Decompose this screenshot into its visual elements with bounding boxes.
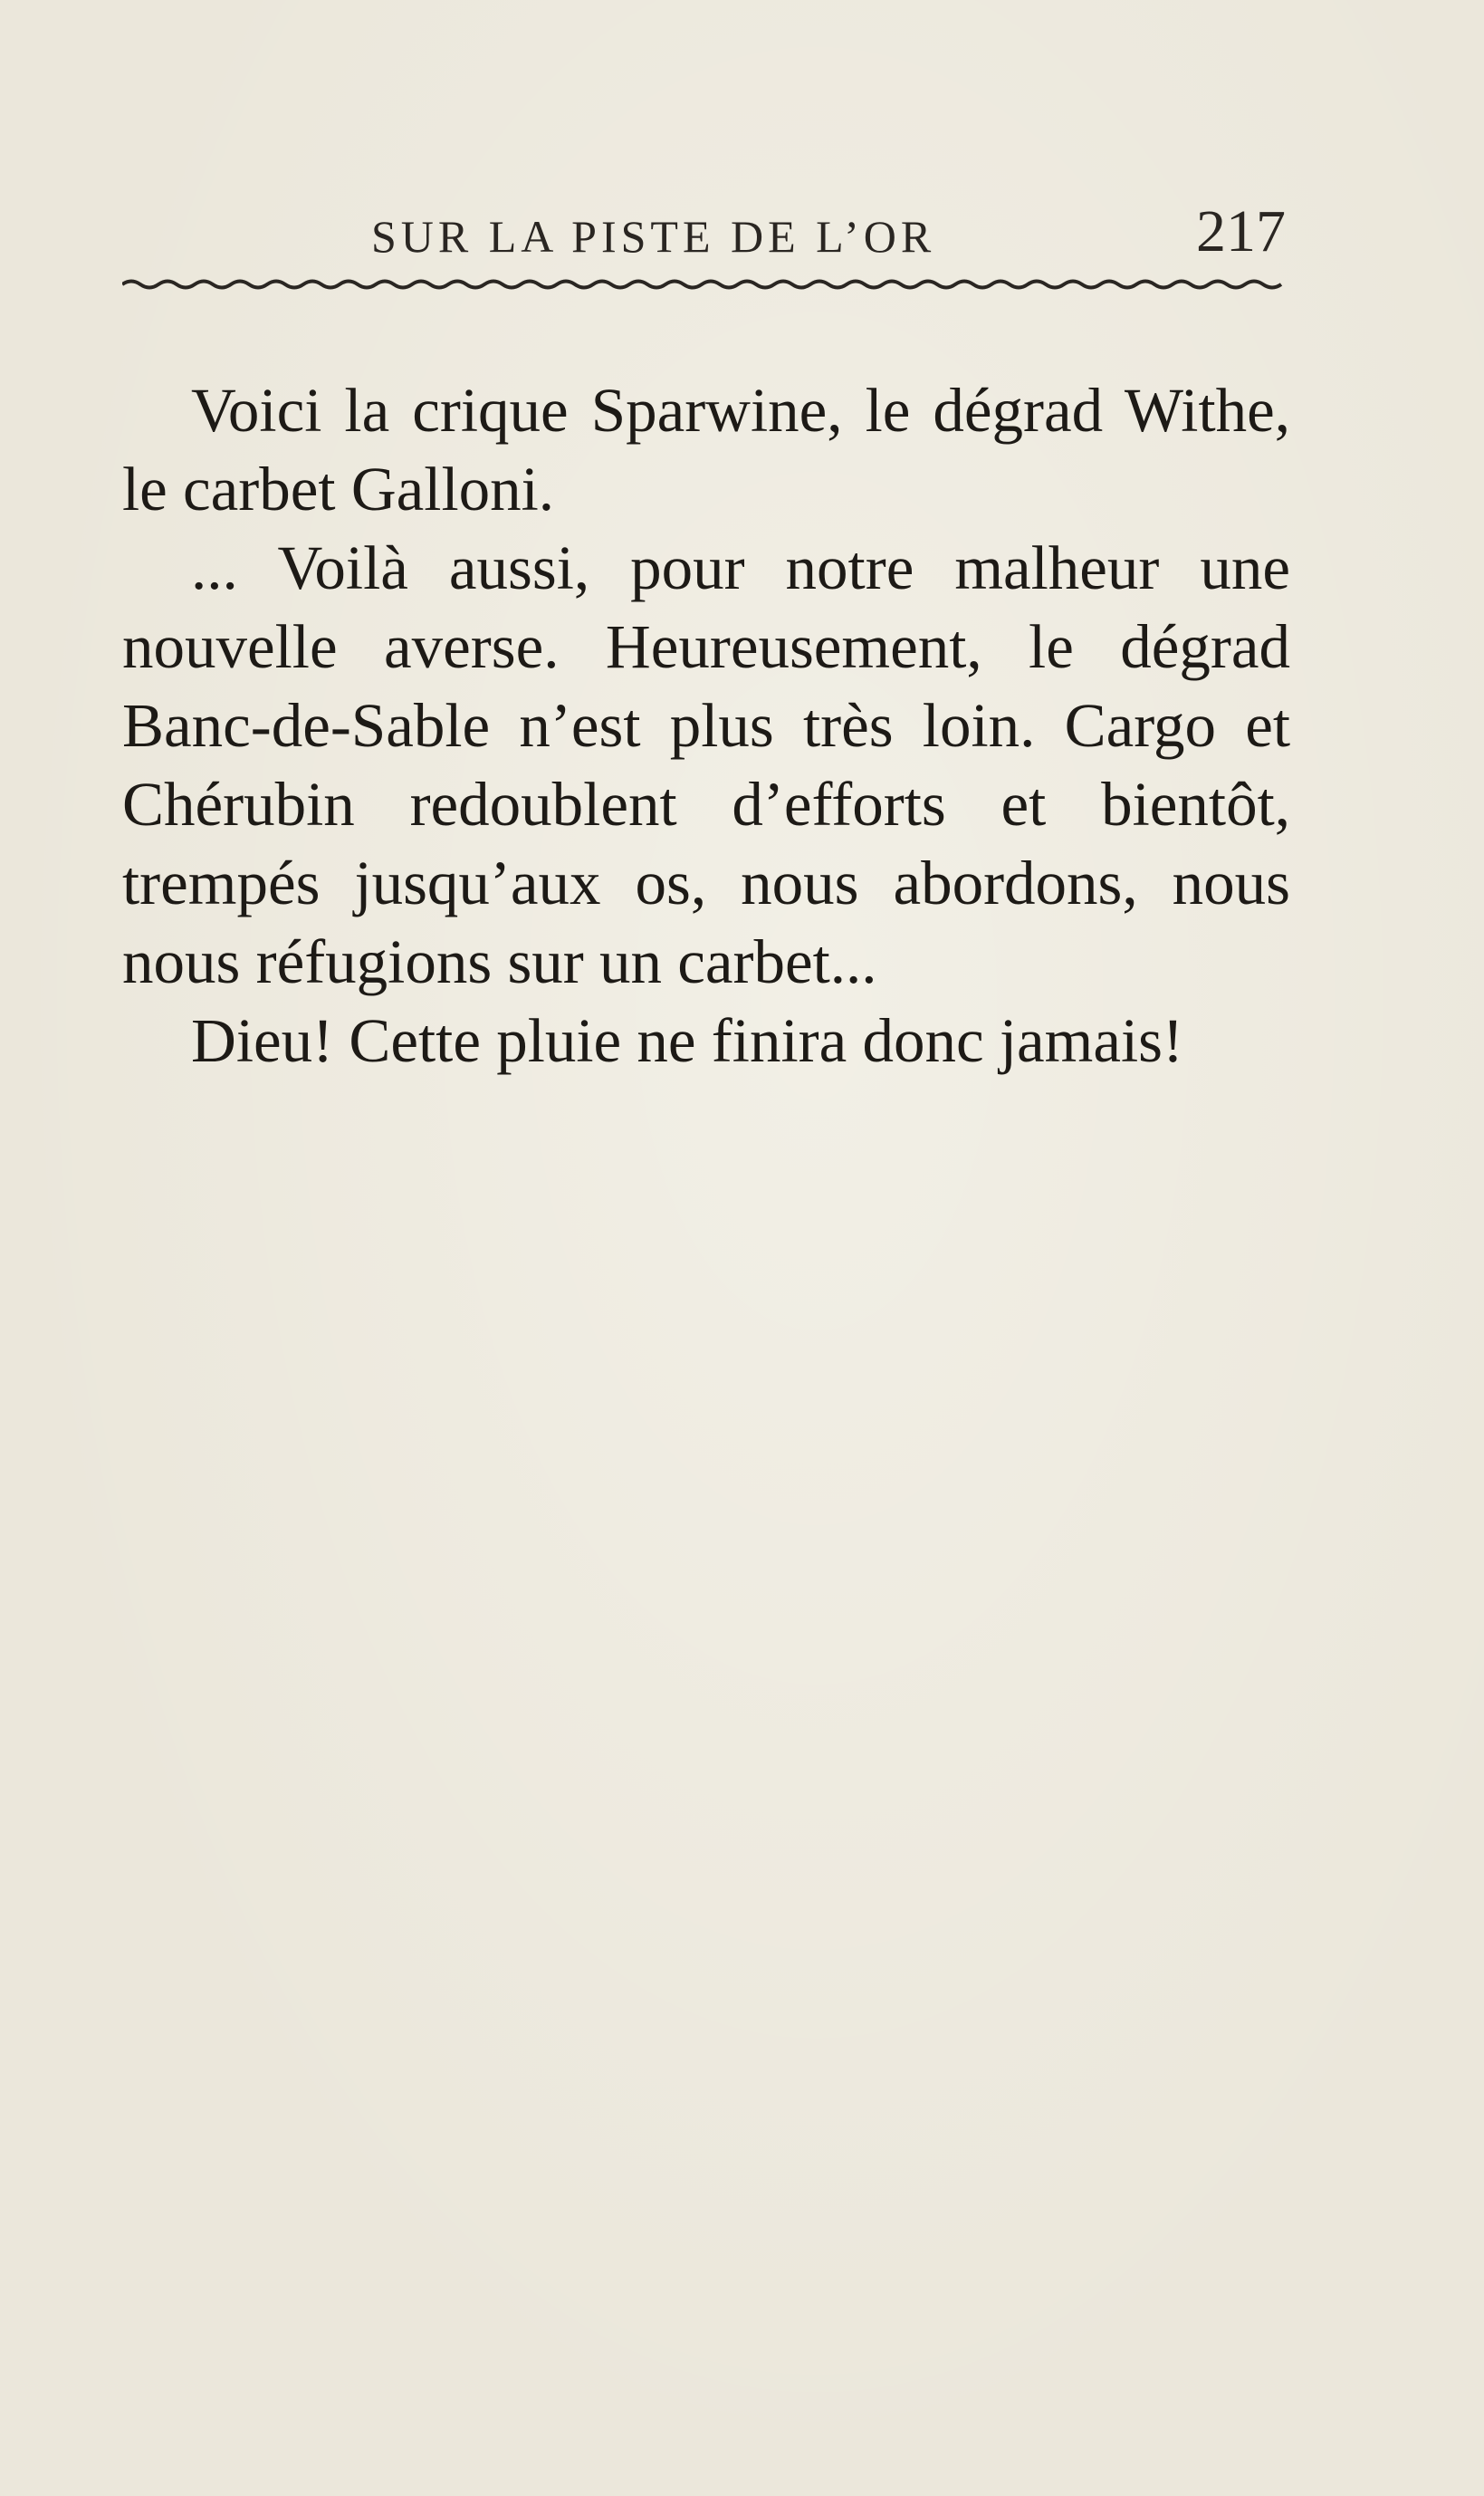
running-head xyxy=(371,197,1286,264)
wavy-rule-line xyxy=(122,282,1281,288)
paragraph-2: ... Voilà aussi, pour notre malheur une nouvelle averse. Heureusement, le dégrad Banc-de-Sable n’est plus très loin. Cargo et Chérubin redoublent d’efforts et bientôt, trempés jusqu’aux os, nous abordons, nous nous réfugions sur un carbet... xyxy=(122,533,1290,996)
decorative-rule xyxy=(122,277,1290,292)
running-title: SUR LA PISTE DE L’OR xyxy=(371,211,936,262)
page-number: 217 xyxy=(1196,198,1286,264)
paragraph-3: Dieu! Cette pluie ne finira donc jamais! xyxy=(191,1006,1183,1075)
paragraph-1: Voici la crique Sparwine, le dégrad Withe, le carbet Galloni. xyxy=(122,376,1290,523)
body-text xyxy=(122,371,1290,1080)
